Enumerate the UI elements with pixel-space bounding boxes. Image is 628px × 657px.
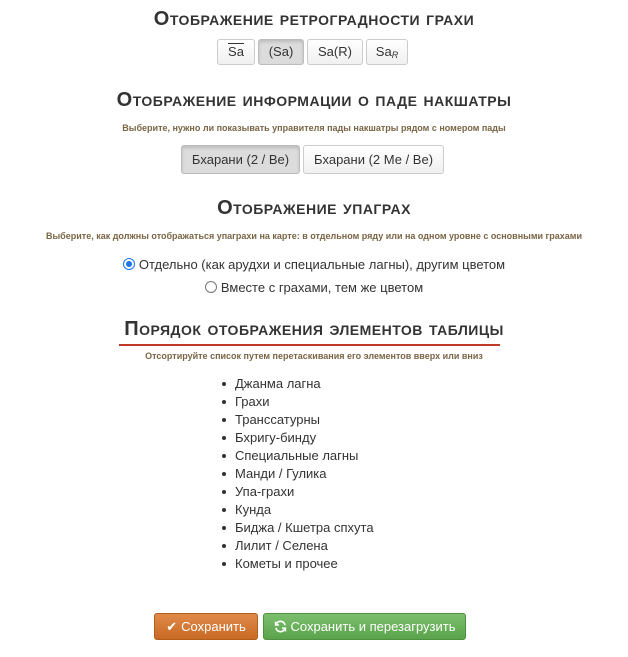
list-item[interactable]: Кометы и прочее: [235, 555, 374, 573]
retrograde-option-subscript-sub: R: [391, 50, 399, 60]
list-item[interactable]: Лилит / Селена: [235, 537, 374, 555]
table-order-title: Порядок отображения элементов таблицы: [124, 318, 504, 340]
list-item[interactable]: Упа-грахи: [235, 483, 374, 501]
nakshatra-pada-section: [0, 89, 628, 174]
refresh-icon: [274, 620, 287, 633]
retrograde-option-subscript-label: Sa: [375, 44, 392, 59]
list-item[interactable]: Транссатурны: [235, 411, 374, 429]
retrograde-option-r-suffix-label: Sa(R): [318, 44, 352, 59]
table-order-section: [0, 318, 628, 340]
list-item[interactable]: Биджа / Кшетра спхута: [235, 520, 374, 535]
check-icon: ✔: [166, 619, 178, 634]
save-button[interactable]: [154, 613, 258, 640]
upagraha-radio-separate[interactable]: [123, 258, 135, 270]
retrograde-option-overline[interactable]: [217, 39, 255, 65]
nakshatra-pada-option-short[interactable]: [181, 145, 300, 174]
retrograde-button-group: [217, 39, 411, 65]
list-item[interactable]: Специальные лагны: [235, 447, 374, 465]
retrograde-option-subscript[interactable]: [366, 39, 408, 65]
list-item[interactable]: Джанма лагна: [235, 375, 374, 393]
upagraha-section: [0, 197, 628, 297]
retrograde-title: Отображение ретроградности грахи: [153, 8, 475, 30]
retrograde-option-r-suffix[interactable]: [307, 39, 363, 65]
nakshatra-pada-hint: Выберите, нужно ли показывать управителя пады накшатры рядом с номером пады: [122, 123, 506, 133]
nakshatra-pada-option-full-label: Бхарани (2 Ме / Ве): [313, 152, 434, 167]
table-order-hint: Отсортируйте список путем перетаскивания его элементов вверх или вниз: [145, 351, 483, 361]
retrograde-option-parentheses[interactable]: [258, 39, 304, 65]
list-item[interactable]: Манди / Гулика: [235, 465, 374, 483]
upagraha-title: Отображение упаграх: [217, 197, 411, 219]
table-order-hint-wrap: [0, 351, 628, 361]
list-item[interactable]: Бхригу-бинду: [235, 429, 374, 447]
section-divider: [119, 344, 500, 346]
nakshatra-pada-option-full[interactable]: [303, 145, 444, 174]
retrograde-option-parentheses-label: (Sa): [268, 44, 294, 59]
save-and-reload-button[interactable]: [263, 613, 466, 640]
retrograde-section: [0, 8, 628, 65]
save-button-label: Сохранить: [181, 619, 246, 634]
save-and-reload-button-label: Сохранить и перезагрузить: [290, 619, 456, 634]
list-item[interactable]: Кунда: [235, 501, 374, 519]
upagraha-option-together-label: Вместе с грахами, тем же цветом: [220, 279, 424, 295]
table-order-sortable-list: [235, 375, 374, 573]
upagraha-radio-together[interactable]: [205, 281, 217, 293]
upagraha-option-separate-label: Отдельно (как арудхи и специальные лагны), другим цветом: [138, 256, 506, 272]
upagraha-radio-group: [0, 254, 628, 297]
upagraha-option-together[interactable]: [0, 277, 628, 297]
list-item[interactable]: Грахи: [235, 393, 374, 411]
nakshatra-pada-option-short-label: Бхарани (2 / Ве): [191, 152, 290, 167]
upagraha-option-separate[interactable]: [0, 254, 628, 274]
upagraha-hint: Выберите, как должны отображаться упаграхи на карте: в отдельном ряду или на одном уровне с основными грахами: [46, 231, 582, 241]
nakshatra-pada-button-group: [181, 145, 447, 174]
nakshatra-pada-title: Отображение информации о паде накшатры: [116, 89, 512, 111]
retrograde-option-overline-label: Sa: [228, 44, 244, 59]
